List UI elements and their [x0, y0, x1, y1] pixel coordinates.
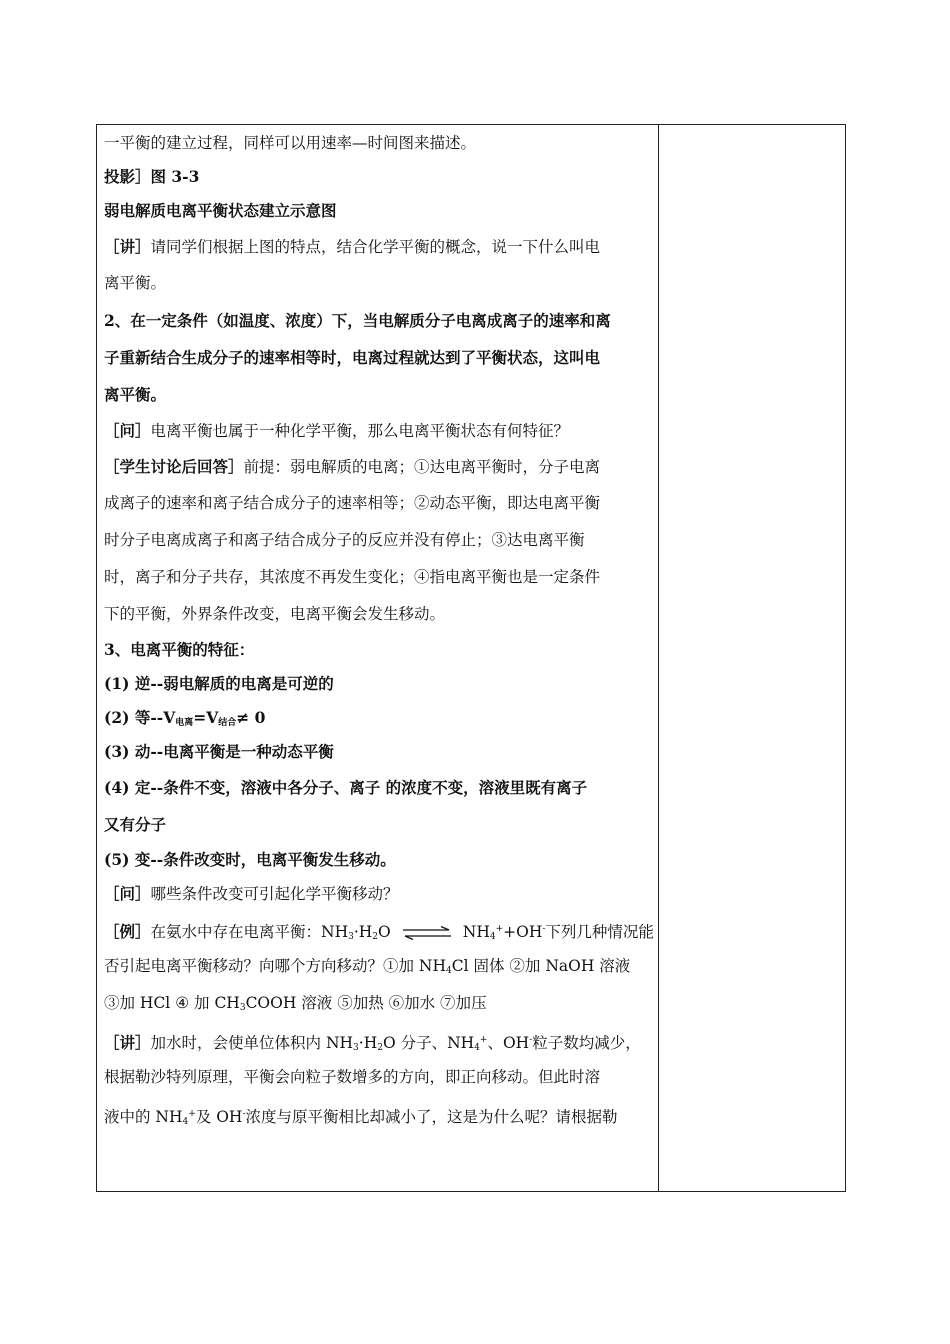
subscript: 2 — [377, 1043, 383, 1053]
text-line: 成离子的速率和离子结合成分子的速率相等；②动态平衡，即达电离平衡 — [104, 494, 601, 512]
subscript: 2 — [372, 932, 379, 942]
subscript: 4 — [182, 1117, 189, 1127]
subscript: 4 — [446, 966, 452, 976]
text-line — [104, 449, 652, 485]
text-line — [104, 1022, 652, 1059]
superscript: + — [188, 1109, 196, 1119]
text-run: Cl 固体 ②加 NaOH 溶液 — [451, 957, 631, 975]
text-run: 加水时，会使单位体积内 NH — [150, 1034, 354, 1052]
subscript: 4 — [489, 932, 496, 942]
feature-item: (3) 动--电离平衡是一种动态平衡 — [104, 742, 334, 761]
feature-item: (5) 变--条件改变时，电离平衡发生移动。 — [104, 850, 396, 869]
projection-caption: 投影］图 3-3 — [104, 167, 200, 186]
question-text: 哪些条件改变可引起化学平衡移动？ — [150, 885, 399, 903]
subscript: 结合 — [218, 718, 237, 728]
question-text: 电离平衡也属于一种化学平衡，那么电离平衡状态有何特征？ — [150, 422, 570, 440]
text-run: NH — [462, 923, 490, 941]
text-line — [104, 985, 652, 1022]
subscript: 3 — [239, 1003, 246, 1013]
text-line — [104, 228, 652, 265]
lesson-content — [104, 126, 652, 1133]
text-run: 下列几种情况能 — [545, 923, 654, 941]
lecture-label: ［讲］ — [104, 237, 151, 256]
text-run: COOH 溶液 ⑤加热 ⑥加水 ⑦加压 — [245, 994, 487, 1012]
superscript: - — [242, 1109, 246, 1119]
text-run: 及 OH — [195, 1108, 243, 1126]
text-line — [104, 413, 652, 449]
text-run: =V — [193, 708, 219, 727]
text-run: ③加 HCl ④ 加 CH — [104, 994, 240, 1012]
definition-line: 2、在一定条件（如温度、浓度）下，当电解质分子电离成离子的速率和离 — [104, 311, 611, 330]
text-run: (2) 等--V — [104, 708, 176, 727]
text-line: 下的平衡，外界条件改变，电离平衡会发生移动。 — [104, 605, 446, 623]
definition-line: 离平衡。 — [104, 385, 167, 404]
text-run: ≠ 0 — [236, 708, 266, 727]
text-run: O — [378, 923, 391, 941]
text-run: ·H — [358, 1034, 378, 1052]
example-label: ［例］ — [104, 922, 151, 941]
lecture-label: ［讲］ — [104, 1033, 151, 1052]
text-run: 粒子数均减少， — [532, 1034, 641, 1052]
feature-item: (4) 定--条件不变，溶液中各分子、离子 的浓度不变，溶液里既有离子 — [104, 778, 588, 797]
text-line: 根据勒沙特列原理，平衡会向粒子数增多的方向，即正向移动。但此时溶 — [104, 1068, 601, 1086]
text-run: ·H — [353, 923, 373, 941]
text-line — [104, 911, 652, 948]
text-run: 液中的 NH — [104, 1108, 183, 1126]
text-line — [104, 877, 652, 911]
text-line: 时分子电离成离子和离子结合成分子的反应并没有停止；③达电离平衡 — [104, 531, 585, 549]
question-label: ［问］ — [104, 884, 151, 903]
question-label: ［问］ — [104, 421, 151, 440]
definition-line: 子重新结合生成分子的速率相等时，电离过程就达到了平衡状态，这叫电 — [104, 348, 601, 367]
superscript: - — [529, 1035, 533, 1045]
answer-text: 前提：弱电解质的电离；①达电离平衡时，分子电离 — [243, 458, 601, 476]
text-run: 、OH — [487, 1034, 530, 1052]
subscript: 3 — [353, 1043, 359, 1053]
lecture-text: 请同学们根据上图的特点，结合化学平衡的概念，说一下什么叫电 — [150, 238, 601, 256]
superscript: + — [479, 1035, 488, 1045]
text-run: 否引起电离平衡移动？向哪个方向移动？①加 NH — [104, 957, 447, 975]
table-column-divider — [658, 124, 659, 1192]
text-run: +OH — [503, 923, 543, 941]
superscript: + — [495, 924, 504, 934]
text-run: 在氨水中存在电离平衡：NH — [150, 923, 349, 941]
superscript: - — [542, 924, 546, 934]
text-run: 浓度与原平衡相比却减小了，这是为什么呢？请根据勒 — [245, 1108, 618, 1126]
text-line — [104, 1096, 652, 1133]
text-line — [104, 948, 652, 985]
equilibrium-arrow-icon — [401, 926, 453, 940]
subscript: 4 — [474, 1043, 480, 1053]
feature-item: 又有分子 — [104, 815, 167, 834]
subscript: 3 — [348, 932, 354, 942]
text-line: 一平衡的建立过程，同样可以用速率—时间图来描述。 — [104, 134, 477, 152]
feature-item — [104, 701, 652, 735]
subscript: 电离 — [175, 718, 194, 728]
text-run: O 分子、NH — [382, 1034, 475, 1052]
feature-item: (1) 逆--弱电解质的电离是可逆的 — [104, 674, 334, 693]
answer-label: ［学生讨论后回答］ — [104, 457, 244, 476]
feature-heading: 3、电离平衡的特征： — [104, 640, 255, 659]
figure-title: 弱电解质电离平衡状态建立示意图 — [104, 201, 337, 220]
text-line: 时，离子和分子共存，其浓度不再发生变化；④指电离平衡也是一定条件 — [104, 568, 601, 586]
text-line: 离平衡。 — [104, 274, 167, 292]
